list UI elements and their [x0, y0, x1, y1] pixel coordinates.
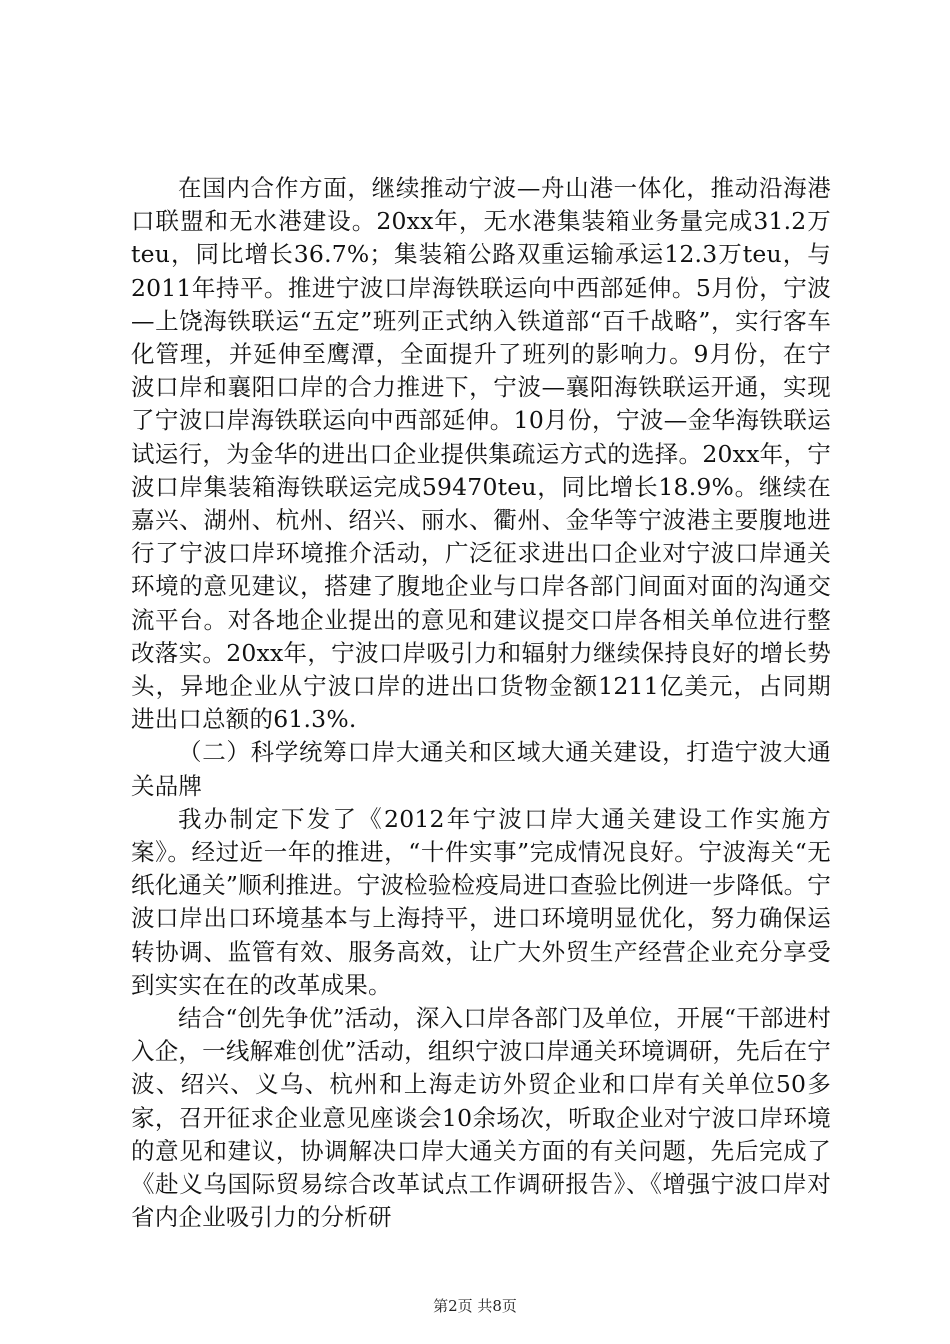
paragraph-survey-activities: 结合“创先争优”活动，深入口岸各部门及单位，开展“干部进村入企，一线解难创优”活动，组织宁波口岸通关环境调研，先后在宁波、绍兴、义乌、杭州和上海走访外贸企业和口岸有关单位50多家，召开征求企业意见座谈会10余场次，听取企业对宁波口岸环境的意见和建议，协调解决口岸大通关方面的有关问题，先后完成了《赴义乌国际贸易综合改革试点工作调研报告》、《增强宁波口岸对省内企业吸引力的分析研 — [131, 1004, 831, 1232]
document-body — [131, 172, 831, 1235]
paragraph-domestic-cooperation: 在国内合作方面，继续推动宁波—舟山港一体化，推动沿海港口联盟和无水港建设。20xx年，无水港集装箱业务量完成31.2万teu，同比增长36.7%；集装箱公路双重运输承运12.3万teu，与2011年持平。推进宁波口岸海铁联运向中西部延伸。5月份，宁波—上饶海铁联运“五定”班列正式纳入铁道部“百千战略”，实行客车化管理，并延伸至鹰潭，全面提升了班列的影响力。9月份，在宁波口岸和襄阳口岸的合力推进下，宁波—襄阳海铁联运开通，实现了宁波口岸海铁联运向中西部延伸。10月份，宁波—金华海铁联运试运行，为金华的进出口企业提供集疏运方式的选择。20xx年，宁波口岸集装箱海铁联运完成59470teu，同比增长18.9%。继续在嘉兴、湖州、杭州、绍兴、丽水、衢州、金华等宁波港主要腹地进行了宁波口岸环境推介活动，广泛征求进出口企业对宁波口岸通关环境的意见建议，搭建了腹地企业与口岸各部门间面对面的沟通交流平台。对各地企业提出的意见和建议提交口岸各相关单位进行整改落实。20xx年，宁波口岸吸引力和辐射力继续保持良好的增长势头，异地企业从宁波口岸的进出口货物金额1211亿美元，占同期进出口总额的61.3%. — [131, 174, 831, 734]
page-footer: 第2页 共8页 — [433, 1297, 517, 1315]
section-heading: （二）科学统筹口岸大通关和区域大通关建设，打造宁波大通关品牌 — [131, 738, 831, 800]
paragraph-implementation-plan: 我办制定下发了《2012年宁波口岸大通关建设工作实施方案》。经过近一年的推进，“十件实事”完成情况良好。宁波海关“无纸化通关”顺利推进。宁波检验检疫局进口查验比例进一步降低。宁波口岸出口环境基本与上海持平，进口环境明显优化，努力确保运转协调、监管有效、服务高效，让广大外贸生产经营企业充分享受到实实在在的改革成果。 — [131, 804, 831, 999]
